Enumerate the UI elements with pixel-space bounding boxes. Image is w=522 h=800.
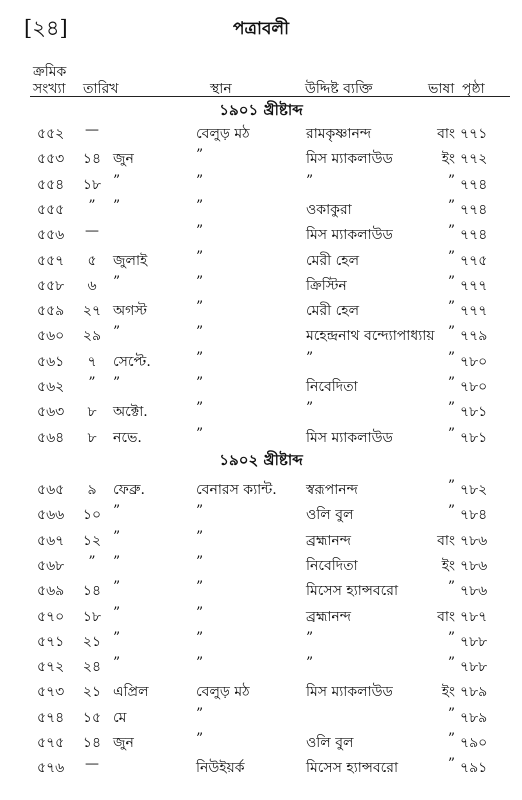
month: ” xyxy=(113,604,121,621)
page-ref: ৭৮৮ xyxy=(460,659,488,676)
place: ” xyxy=(196,731,204,747)
place: ” xyxy=(196,579,204,596)
place: ” xyxy=(196,172,204,189)
month: ” xyxy=(113,553,121,570)
language: ইং xyxy=(441,557,455,574)
serial-number: ৫৬৯ xyxy=(37,583,65,600)
serial-number: ৫৭২ xyxy=(37,659,65,676)
recipient: ” xyxy=(306,629,314,646)
month: অগস্ট xyxy=(113,303,148,320)
header-rule xyxy=(30,96,510,97)
page-ref: ৭৯১ xyxy=(460,760,488,777)
language: ” xyxy=(447,324,455,341)
day: ৬ xyxy=(87,277,97,294)
day: ২৯ xyxy=(82,328,102,345)
recipient: ব্রহ্মানন্দ xyxy=(306,532,351,549)
recipient: মিস ম্যাকলাউড xyxy=(306,151,393,168)
serial-number: ৫৬২ xyxy=(37,379,65,395)
page-ref: ৭৭১ xyxy=(460,126,488,142)
page-ref: ৭৮৬ xyxy=(460,532,488,549)
header-language: ভাষা xyxy=(428,81,455,97)
month: ” xyxy=(113,629,121,646)
table-row xyxy=(0,478,522,504)
language: ” xyxy=(447,579,455,596)
month: জুন xyxy=(113,735,134,751)
day: ১৮ xyxy=(82,176,102,193)
day: — xyxy=(85,756,99,773)
month: ” xyxy=(113,273,121,290)
serial-number: ৫৭১ xyxy=(37,633,65,650)
year-heading-1902: ১৯০২ খ্রীষ্টাব্দ xyxy=(219,451,303,469)
recipient: ” xyxy=(306,655,314,672)
recipient: মিস ম্যাকলাউড xyxy=(306,429,393,446)
recipient: মেরী হেল xyxy=(306,252,360,269)
serial-number: ৫৬৫ xyxy=(37,482,65,498)
serial-number: ৫৭৫ xyxy=(37,735,65,751)
place: ” xyxy=(196,299,204,316)
recipient: ” xyxy=(306,172,314,189)
serial-number: ৫৬৬ xyxy=(37,507,65,524)
day: ” xyxy=(88,197,96,214)
place: ” xyxy=(196,273,204,290)
header-page: পৃষ্ঠা xyxy=(462,81,485,97)
place: ” xyxy=(196,349,204,366)
page-ref: ৭৭৫ xyxy=(460,252,488,269)
place: ” xyxy=(196,197,204,214)
day: ৭ xyxy=(87,353,97,370)
page-ref: ৭৮১ xyxy=(460,404,488,421)
language: ইং xyxy=(441,151,455,168)
page-ref: ৭৮৯ xyxy=(460,709,488,726)
table-row xyxy=(0,249,522,275)
language: ” xyxy=(447,248,455,265)
place: ” xyxy=(196,248,204,265)
recipient: ” xyxy=(306,349,314,366)
language: ” xyxy=(447,400,455,417)
table-row xyxy=(0,173,522,199)
language: বাং xyxy=(437,532,455,549)
serial-number: ৫৫৭ xyxy=(37,252,65,269)
table-row xyxy=(0,400,522,426)
recipient: ওলি বুল xyxy=(306,507,354,524)
table-row xyxy=(0,731,522,757)
table-row xyxy=(0,223,522,249)
place: ” xyxy=(196,629,204,646)
place: ” xyxy=(196,655,204,672)
day: ২১ xyxy=(82,633,102,650)
serial-number: ৫৭৪ xyxy=(37,709,65,726)
table-row xyxy=(0,122,522,148)
language: ইং xyxy=(441,684,455,701)
month: ” xyxy=(113,655,121,672)
page-ref: ৭৮৯ xyxy=(460,684,488,701)
serial-number: ৫৫৪ xyxy=(37,176,65,193)
language: ” xyxy=(447,705,455,722)
serial-number: ৫৬৪ xyxy=(37,429,65,446)
place: ” xyxy=(196,324,204,341)
header-place: স্থান xyxy=(210,81,232,97)
month: সেপ্টে. xyxy=(113,353,151,370)
language: ” xyxy=(447,197,455,214)
place: বেলুড় মঠ xyxy=(196,126,250,142)
table-row xyxy=(0,299,522,325)
table-row xyxy=(0,706,522,732)
table-row xyxy=(0,198,522,224)
language: বাং xyxy=(437,126,455,142)
header-person: উদ্দিষ্ট ব্যক্তি xyxy=(305,81,373,97)
serial-number: ৫৫৩ xyxy=(37,151,65,168)
language: ” xyxy=(447,375,455,391)
month: নভে. xyxy=(113,429,142,446)
recipient: মিস ম্যাকলাউড xyxy=(306,227,393,244)
month: ” xyxy=(113,324,121,341)
table-row xyxy=(0,680,522,706)
year-heading-1901: ১৯০১ খ্রীষ্টাব্দ xyxy=(219,101,303,119)
page-ref: ৭৮৮ xyxy=(460,633,488,650)
page-title: পত্রাবলী xyxy=(233,19,289,39)
day: ২৪ xyxy=(82,659,102,676)
page-ref: ৭৮৪ xyxy=(460,507,488,524)
page-ref: ৭৭৭ xyxy=(460,303,488,320)
day: — xyxy=(85,223,99,240)
place: ” xyxy=(196,604,204,621)
language: ” xyxy=(447,425,455,442)
page-ref: ৭৮৬ xyxy=(460,583,488,600)
language: ” xyxy=(447,223,455,240)
table-row xyxy=(0,655,522,681)
language: ” xyxy=(447,299,455,316)
table-row xyxy=(0,756,522,782)
day: ১৪ xyxy=(82,583,102,600)
place: ” xyxy=(196,503,204,520)
page-ref: ৭৮২ xyxy=(460,482,488,498)
month: ” xyxy=(113,503,121,520)
place: ” xyxy=(196,705,204,722)
table-row xyxy=(0,554,522,580)
page-number: [২৪] xyxy=(24,16,68,40)
day: ১৮ xyxy=(82,608,102,625)
day: — xyxy=(85,122,99,138)
month: মে xyxy=(113,709,127,726)
recipient: ব্রহ্মানন্দ xyxy=(306,608,351,625)
day: ১২ xyxy=(82,532,102,549)
table-row xyxy=(0,375,522,401)
day: ১০ xyxy=(82,507,102,524)
recipient: ওলি বুল xyxy=(306,735,354,751)
day: ১৫ xyxy=(82,709,102,726)
place: ” xyxy=(196,223,204,240)
serial-number: ৫৭৬ xyxy=(37,760,65,777)
day: ” xyxy=(88,553,96,570)
month: ফেব্রু. xyxy=(113,482,145,498)
page-ref: ৭৭৪ xyxy=(460,176,488,193)
language: ” xyxy=(447,478,455,494)
day: ” xyxy=(88,375,96,391)
month: জুলাই xyxy=(113,252,148,269)
month: ” xyxy=(113,375,121,391)
serial-number: ৫৫৬ xyxy=(37,227,65,244)
table-row xyxy=(0,324,522,350)
place: ” xyxy=(196,375,204,391)
table-row xyxy=(0,503,522,529)
page-ref: ৭৮৭ xyxy=(460,608,488,625)
recipient: মেরী হেল xyxy=(306,303,360,320)
place: ” xyxy=(196,147,204,164)
table-row xyxy=(0,605,522,631)
recipient: স্বরূপানন্দ xyxy=(306,482,358,498)
serial-number: ৫৬১ xyxy=(37,353,65,370)
language: ” xyxy=(447,629,455,646)
recipient: নিবেদিতা xyxy=(306,557,358,574)
table-row xyxy=(0,630,522,656)
serial-number: ৫৫২ xyxy=(37,126,65,142)
month: এপ্রিল xyxy=(113,684,149,701)
page-ref: ৭৭৪ xyxy=(460,201,488,218)
serial-number: ৫৭৩ xyxy=(37,684,65,701)
page-ref: ৭৮১ xyxy=(460,429,488,446)
recipient: রামকৃষ্ণানন্দ xyxy=(306,126,372,142)
serial-number: ৫৫৫ xyxy=(37,201,65,218)
page-ref: ৭৭৯ xyxy=(460,328,488,345)
page-ref: ৭৯০ xyxy=(460,735,488,751)
month: অক্টো. xyxy=(113,404,148,421)
header-serial-bottom: সংখ্যা xyxy=(33,81,66,97)
month: ” xyxy=(113,579,121,596)
serial-number: ৫৭০ xyxy=(37,608,65,625)
page-ref: ৭৭৪ xyxy=(460,227,488,244)
recipient: নিবেদিতা xyxy=(306,379,358,395)
header-serial-top: ক্রমিক xyxy=(33,64,67,80)
month: ” xyxy=(113,197,121,214)
language: ” xyxy=(447,172,455,189)
language: ” xyxy=(447,655,455,672)
language: ” xyxy=(447,273,455,290)
day: ২১ xyxy=(82,684,102,701)
month: জুন xyxy=(113,151,134,168)
day: ২৭ xyxy=(82,303,102,320)
serial-number: ৫৬৩ xyxy=(37,404,65,421)
recipient: ” xyxy=(306,400,314,417)
language: বাং xyxy=(437,608,455,625)
table-row xyxy=(0,579,522,605)
recipient: মহেন্দ্রনাথ বন্দ্যোপাধ্যায় xyxy=(306,328,435,345)
page-ref: ৭৮৬ xyxy=(460,557,488,574)
recipient: ক্রিস্টিন xyxy=(306,277,347,294)
language: ” xyxy=(447,503,455,520)
table-row xyxy=(0,274,522,300)
day: ৮ xyxy=(87,429,97,446)
page-ref: ৭৭৭ xyxy=(460,277,488,294)
place: ” xyxy=(196,528,204,545)
recipient: মিসেস হ্যান্সবরো xyxy=(306,760,399,777)
header-date: তারিখ xyxy=(83,81,119,97)
table-row xyxy=(0,350,522,376)
table-row xyxy=(0,529,522,555)
serial-number: ৫৫৯ xyxy=(37,303,65,320)
day: ৮ xyxy=(87,404,97,421)
day: ১৪ xyxy=(82,735,102,751)
serial-number: ৫৬৭ xyxy=(37,532,65,549)
language: ” xyxy=(447,756,455,773)
month: ” xyxy=(113,528,121,545)
recipient: মিসেস হ্যান্সবরো xyxy=(306,583,399,600)
table-row xyxy=(0,426,522,452)
day: ৫ xyxy=(87,252,97,269)
place: ” xyxy=(196,400,204,417)
place: বেলুড় মঠ xyxy=(196,684,250,701)
recipient: মিস ম্যাকলাউড xyxy=(306,684,393,701)
page-ref: ৭৮০ xyxy=(460,379,488,395)
month: ” xyxy=(113,172,121,189)
language: ” xyxy=(447,731,455,747)
place: বেনারস ক্যান্ট. xyxy=(196,482,277,498)
place: ” xyxy=(196,425,204,442)
place: ” xyxy=(196,553,204,570)
serial-number: ৫৫৮ xyxy=(37,277,65,294)
language: ” xyxy=(447,349,455,366)
place: নিউইয়র্ক xyxy=(196,760,245,777)
recipient: ওকাকুরা xyxy=(306,201,352,218)
page-ref: ৭৮০ xyxy=(460,353,488,370)
day: ১৪ xyxy=(82,151,102,168)
table-row xyxy=(0,147,522,173)
serial-number: ৫৬৮ xyxy=(37,557,65,574)
serial-number: ৫৬০ xyxy=(37,328,65,345)
day: ৯ xyxy=(87,482,97,498)
page-ref: ৭৭২ xyxy=(460,151,488,168)
